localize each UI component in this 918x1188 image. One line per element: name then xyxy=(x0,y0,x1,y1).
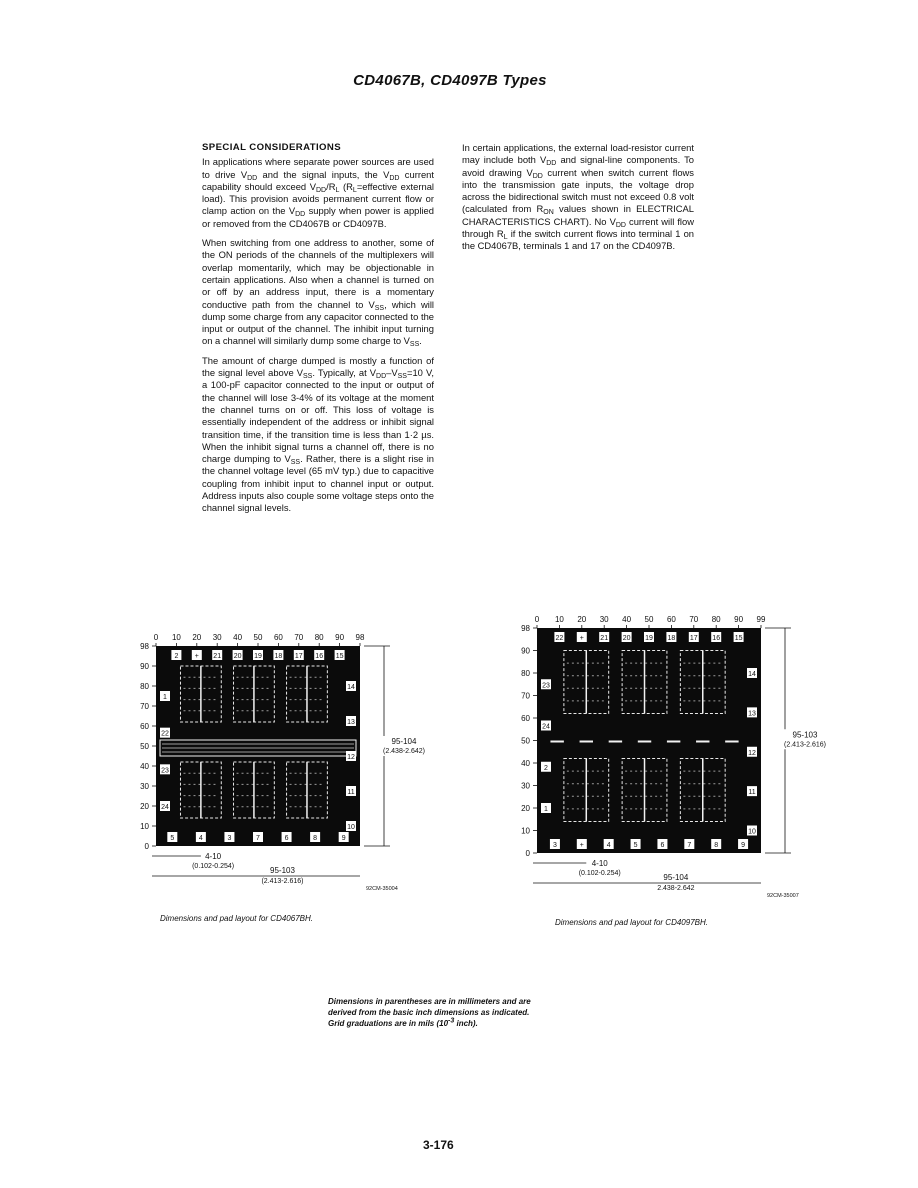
y-tick-label: 10 xyxy=(140,822,149,831)
x-tick-label: 40 xyxy=(622,615,632,624)
left-label: 23 xyxy=(542,682,550,690)
x-tick-label: 10 xyxy=(171,633,181,642)
caption-right: Dimensions and pad layout for CD4097BH. xyxy=(555,918,708,927)
y-tick-label: 50 xyxy=(140,742,149,751)
y-tick-label: 60 xyxy=(140,722,149,731)
figure-code: 92CM-35004 xyxy=(366,886,398,892)
page-title: CD4067B, CD4097B Types xyxy=(353,72,547,89)
right-label: 10 xyxy=(347,824,355,831)
right-label: 11 xyxy=(347,789,355,796)
top-label: 18 xyxy=(667,635,676,642)
figure-code: 92CM-35007 xyxy=(767,893,799,899)
bottom-label: 8 xyxy=(313,835,318,842)
y-tick-label: 80 xyxy=(521,669,530,678)
right-label: 12 xyxy=(748,749,756,757)
y-tick-label: 90 xyxy=(140,662,149,671)
bottom-label: 5 xyxy=(170,835,175,842)
top-label: 22 xyxy=(555,635,564,642)
top-label: + xyxy=(579,635,584,642)
x-tick-label: 0 xyxy=(153,633,159,642)
y-tick-label: 98 xyxy=(521,624,530,633)
top-label: 19 xyxy=(254,653,262,660)
y-tick-label: 70 xyxy=(521,691,530,701)
paragraph-2: When switching from one address to another, some of the ON periods of the channels of the multiplexers will overlap momentarily, which may be objectionable in certain applications. Also when a channel is turned on or off by an address input, there is a momentary conductive path from the channel to $V_{SS}$, which will dump some charge from any capacitor connected to the input or output of the channel. The inhibit input turning on a channel will similarly dump some charge to $V_{SS}$. xyxy=(202,237,434,349)
dim-right-label: 95-103 xyxy=(792,730,818,740)
dim-right-mm-label: (2.438-2.642) xyxy=(382,748,426,755)
x-tick-label: 20 xyxy=(577,615,587,624)
top-label: 18 xyxy=(274,653,283,660)
x-tick-label: 50 xyxy=(253,633,263,642)
y-tick-label: 60 xyxy=(521,714,530,723)
top-label: 17 xyxy=(689,635,698,642)
y-tick-label: 30 xyxy=(521,781,530,791)
x-tick-label: 90 xyxy=(335,633,345,642)
right-label: 12 xyxy=(347,754,355,761)
left-label: 2 xyxy=(544,764,548,772)
left-label: 1 xyxy=(163,694,167,701)
left-label: 22 xyxy=(161,730,169,738)
top-label: 17 xyxy=(294,653,303,660)
top-label: 21 xyxy=(213,653,222,660)
left-label: 1 xyxy=(544,806,548,813)
bottom-label: 8 xyxy=(714,842,719,849)
top-label: 15 xyxy=(734,635,743,642)
y-tick-label: 30 xyxy=(140,782,149,791)
dim-bottom-mm-label: (2.413-2.616) xyxy=(261,878,304,885)
y-tick-label: 70 xyxy=(140,702,149,711)
right-label: 10 xyxy=(748,828,756,836)
left-label: 23 xyxy=(161,767,169,775)
bottom-label: 3 xyxy=(227,835,232,842)
bus-dash xyxy=(609,741,622,743)
top-label: + xyxy=(194,653,199,660)
bus-dash xyxy=(696,741,709,743)
y-tick-label: 40 xyxy=(521,759,530,768)
x-tick-label: 70 xyxy=(294,633,304,642)
bottom-label: 4 xyxy=(198,835,203,842)
x-tick-label: 60 xyxy=(666,615,676,624)
text-column-left xyxy=(202,142,434,522)
x-tick-label: 60 xyxy=(273,633,283,642)
y-tick-label: 90 xyxy=(521,646,530,656)
bottom-label: 6 xyxy=(284,835,289,842)
x-tick-label: 10 xyxy=(554,615,564,624)
y-tick-label: 10 xyxy=(521,826,530,836)
x-tick-label: 0 xyxy=(534,615,540,624)
page-number: 3-176 xyxy=(423,1138,454,1152)
y-tick-label: 0 xyxy=(525,849,530,858)
right-label: 14 xyxy=(748,671,756,678)
y-tick-label: 0 xyxy=(144,842,149,851)
top-label: 16 xyxy=(315,653,324,660)
chip-layout-cd4067bh xyxy=(130,628,430,893)
section-heading: SPECIAL CONSIDERATIONS xyxy=(202,142,342,153)
left-label: 24 xyxy=(161,804,169,811)
top-label: 15 xyxy=(335,653,344,660)
die-body xyxy=(156,646,360,846)
x-tick-label: 99 xyxy=(756,615,766,624)
x-tick-label: 98 xyxy=(355,633,365,642)
top-label: 20 xyxy=(233,653,242,660)
bottom-label: 5 xyxy=(633,842,638,849)
y-tick-label: 20 xyxy=(521,804,530,813)
bottom-label: 9 xyxy=(341,835,346,842)
dim-bottom-mm-label: 2.438-2.642 xyxy=(657,885,695,892)
top-label: 20 xyxy=(622,635,631,642)
paragraph-3-start: The amount of charge dumped is mostly a function of the signal level above $V_{SS}$. Typically, at $V_{DD}-V_{SS}=10$ V, a 100-pF capacitor connected to the input or output of the channel will lose 3-4% of its voltage at the moment the channel turns on or off. This loss of voltage is essentially independent of the address or inhibit signal transition time, if the transition time is less than 1·2 µs. When the inhibit signal turns a channel off, there is no charge dumping to $V_{SS}$. Rather, there is a slight rise in the channel voltage level (65 mV typ.) due to capacitive coupling from inhibit input to channel input or output. Address inputs also couple some voltage steps onto the channel signal levels. xyxy=(202,354,434,514)
bottom-label: 3 xyxy=(552,842,557,849)
top-label: 2 xyxy=(174,653,179,660)
y-tick-label: 40 xyxy=(140,762,149,771)
paragraph-1: In applications where separate power sources are used to drive $V_{DD}$ and the signal inputs, the $V_{DD}$ current capability should exceed $V_{DD}/R_L$ ($R_L=effective$ external load). This provision avoids permanent current flow or clamp action on the $V_{DD}$ supply when power is applied or removed from the CD4067B or CD4097B. xyxy=(202,156,434,229)
x-tick-label: 20 xyxy=(192,633,202,642)
caption-left: Dimensions and pad layout for CD4067BH. xyxy=(160,914,313,923)
dim-small-label: 4-10 xyxy=(591,859,608,868)
y-tick-label: 50 xyxy=(521,736,530,746)
bottom-label: 9 xyxy=(741,842,746,849)
bus-dash xyxy=(725,741,738,743)
bottom-label: + xyxy=(579,842,584,849)
x-tick-label: 80 xyxy=(314,633,324,642)
left-label: 24 xyxy=(542,723,550,731)
y-tick-label: 20 xyxy=(140,802,149,811)
x-tick-label: 70 xyxy=(689,615,699,624)
dim-right-mm-label: (2.413-2.616) xyxy=(783,741,827,749)
text-column-right xyxy=(462,142,694,260)
dim-bottom-label: 95-104 xyxy=(663,873,689,882)
x-tick-label: 80 xyxy=(711,615,721,624)
right-label: 14 xyxy=(347,684,355,691)
bottom-label: 6 xyxy=(660,842,665,849)
bus-dash xyxy=(550,741,563,743)
x-tick-label: 40 xyxy=(233,633,243,642)
dim-small-mm-label: (0.102-0.254) xyxy=(578,870,621,877)
bus-dash xyxy=(580,741,593,743)
x-tick-label: 30 xyxy=(599,615,609,624)
bottom-label: 7 xyxy=(256,835,260,842)
right-label: 13 xyxy=(748,710,756,718)
x-tick-label: 90 xyxy=(734,615,744,624)
top-label: 19 xyxy=(645,635,653,642)
bus-dash xyxy=(667,741,680,743)
bottom-label: 7 xyxy=(687,842,692,849)
paragraph-4: In certain applications, the external load-resistor current may include both $V_{DD}$ and signal-line components. To avoid drawing $V_{DD}$ current when switch current flows into the transmission gate inputs, the voltage drop across the bidirectional switch must not exceed 0.8 volt (calculated from $R_{ON}$ values shown in ELECTRICAL CHARACTERISTICS CHART). No $V_{DD}$ current will flow through $R_L$ if the switch current flows into terminal 1 on the CD4067B, terminals 1 and 17 on the CD4097B. xyxy=(462,142,695,252)
dimension-note: Dimensions in parentheses are in millimeters and are derived from the basic inch dimensions as indicated. Grid graduations are in mils ($10^{-3}$ inch). xyxy=(328,997,531,1028)
dim-small-label: 4-10 xyxy=(205,852,222,861)
bus-dash xyxy=(638,741,651,743)
chip-layout-cd4097bh xyxy=(505,608,827,899)
right-label: 13 xyxy=(347,719,355,726)
right-label: 11 xyxy=(748,789,756,797)
top-label: 16 xyxy=(712,635,721,642)
dim-bottom-label: 95-103 xyxy=(270,866,295,875)
dim-right-label: 95-104 xyxy=(391,737,417,746)
dim-small-mm-label: (0.102-0.254) xyxy=(192,863,235,870)
top-label: 21 xyxy=(600,635,609,642)
y-tick-label: 98 xyxy=(140,642,149,651)
y-tick-label: 80 xyxy=(140,682,149,691)
x-tick-label: 30 xyxy=(212,633,222,642)
x-tick-label: 50 xyxy=(644,615,654,624)
bottom-label: 4 xyxy=(606,842,611,849)
